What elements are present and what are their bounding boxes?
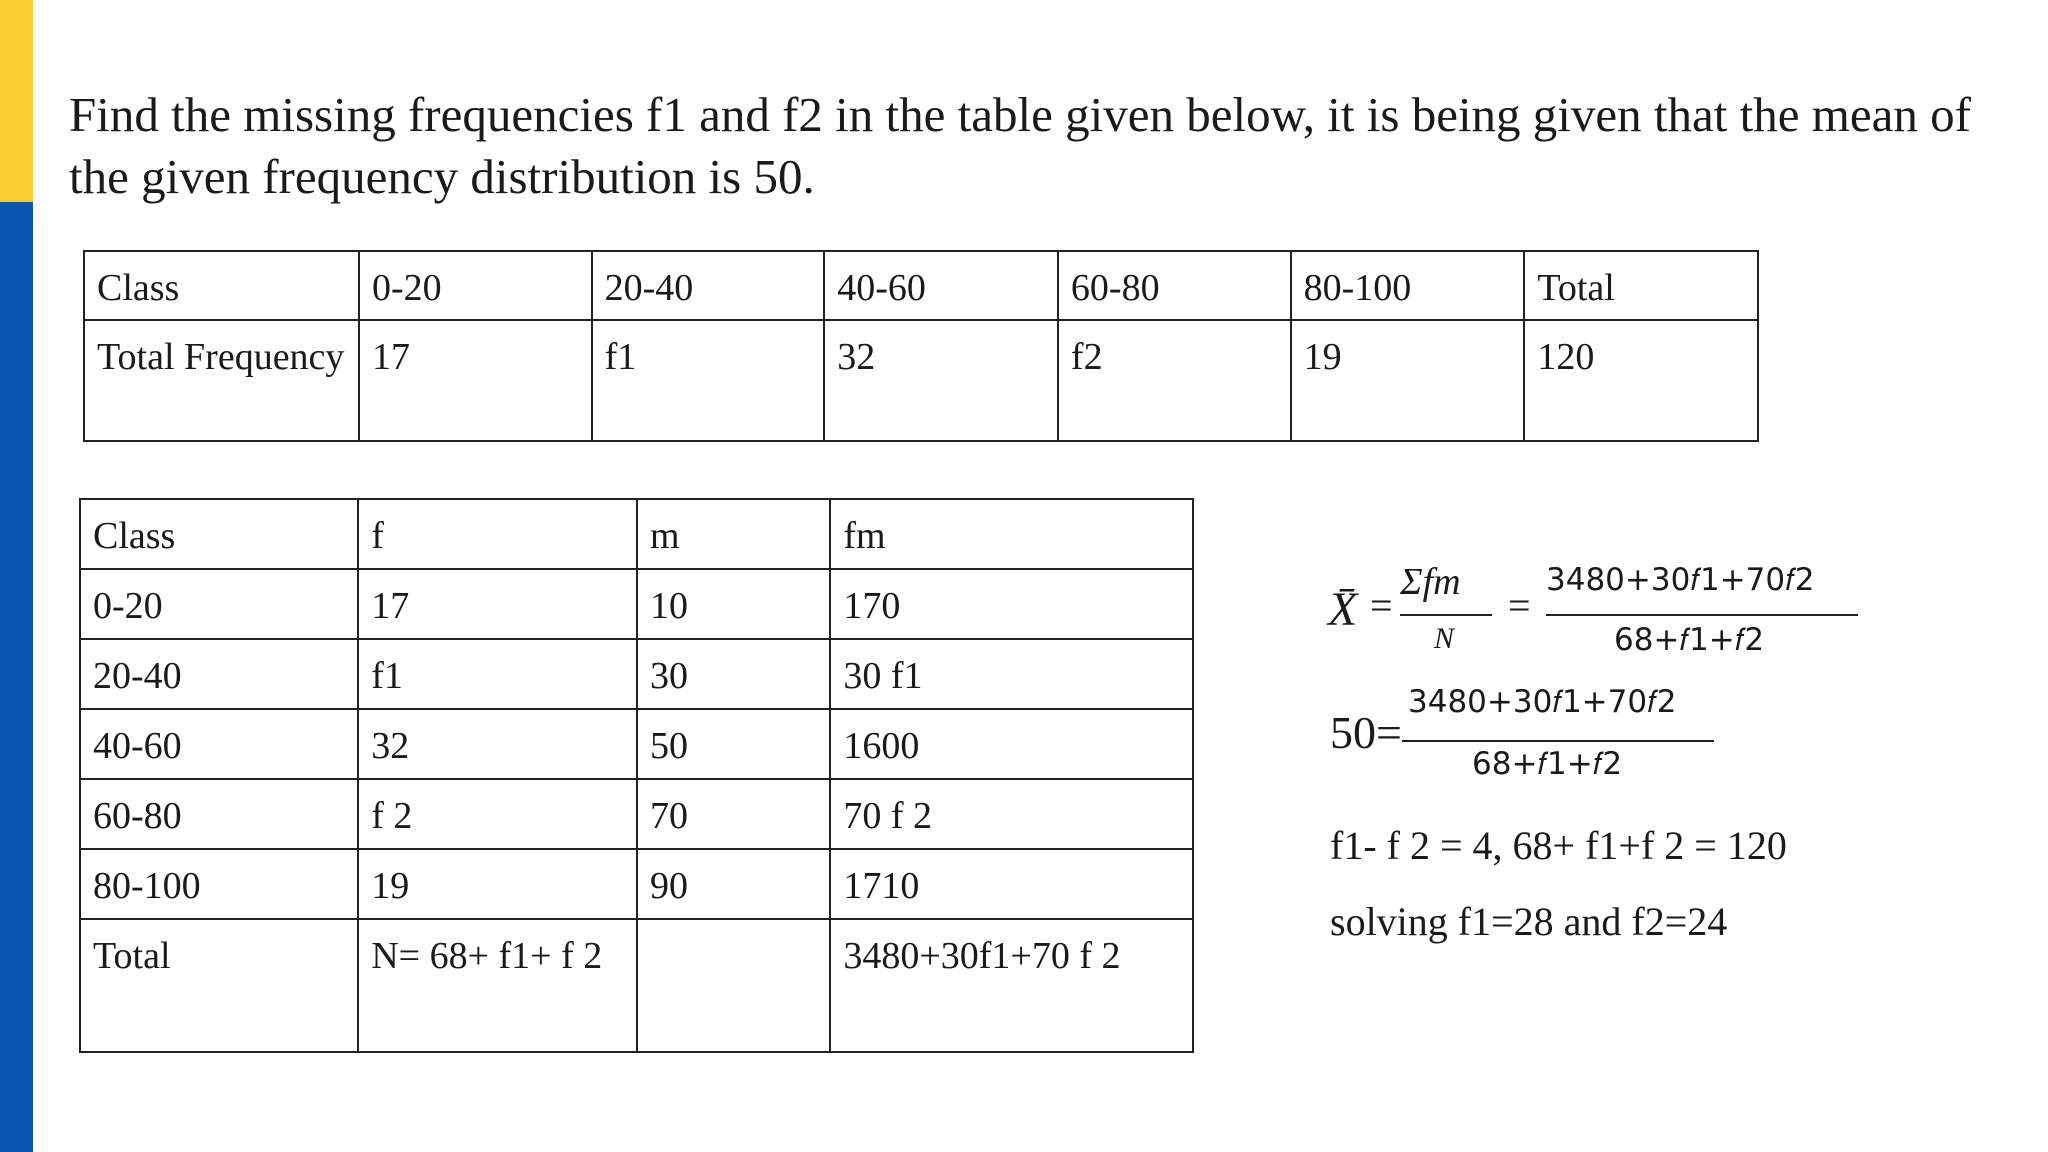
table-cell: 17 [358, 569, 637, 639]
table-row [80, 569, 1193, 639]
frequency-table [83, 250, 1759, 442]
denominator: 68+𝑓1+𝑓2 [1472, 746, 1623, 782]
table-cell: Class [84, 251, 359, 320]
table-cell: Total [80, 919, 358, 1052]
equals-sign: = [1370, 583, 1393, 628]
table-cell: 19 [358, 849, 637, 919]
table-header-cell: fm [830, 499, 1193, 569]
mean-value: 50= [1330, 707, 1402, 758]
numerator: 3480+30𝑓1+70𝑓2 [1546, 562, 1815, 598]
denominator-n: N [1434, 622, 1455, 655]
fraction-bar [1400, 614, 1492, 616]
table-row [80, 779, 1193, 849]
numerator: 3480+30𝑓1+70𝑓2 [1408, 684, 1677, 720]
table-cell: f1 [358, 639, 637, 709]
table-cell: Total Frequency [84, 320, 359, 441]
table-cell: 32 [358, 709, 637, 779]
table-cell: 19 [1291, 320, 1525, 441]
table-cell: 40-60 [80, 709, 358, 779]
table-cell: 20-40 [80, 639, 358, 709]
x-bar-symbol: X̄ [1328, 583, 1358, 636]
table-cell: 10 [637, 569, 830, 639]
equations-line: f1- f 2 = 4, 68+ f1+f 2 = 120 [1330, 823, 1787, 868]
table-cell: 20-40 [592, 251, 825, 320]
table-cell: 70 f 2 [830, 779, 1193, 849]
table-cell: 30 f1 [830, 639, 1193, 709]
solution-line: solving f1=28 and f2=24 [1330, 899, 1728, 944]
table-cell: 3480+30f1+70 f 2 [830, 919, 1193, 1052]
solution-formulas [1328, 560, 1888, 980]
sum-fm: Σfm [1400, 561, 1461, 603]
table-row [84, 320, 1758, 441]
denominator: 68+𝑓1+𝑓2 [1614, 622, 1765, 658]
table-row [84, 251, 1758, 320]
table-row [80, 639, 1193, 709]
table-cell: 30 [637, 639, 830, 709]
table-header-cell: f [358, 499, 637, 569]
table-cell: f1 [592, 320, 825, 441]
table-cell: 60-80 [1058, 251, 1291, 320]
calculation-table [79, 498, 1194, 1053]
table-row [80, 709, 1193, 779]
table-cell: 70 [637, 779, 830, 849]
table-cell: Total [1524, 251, 1758, 320]
accent-bar-blue [0, 202, 33, 1152]
question-text: Find the missing frequencies f1 and f2 in the table given below, it is being given that the mean of the given frequency distribution is 50. [69, 87, 1971, 204]
table-cell: 1600 [830, 709, 1193, 779]
table-header-cell: Class [80, 499, 358, 569]
table-cell: 40-60 [824, 251, 1058, 320]
table-cell: 1710 [830, 849, 1193, 919]
table-cell: 60-80 [80, 779, 358, 849]
table-header-row [80, 499, 1193, 569]
accent-bar-yellow [0, 0, 33, 202]
table-cell: 90 [637, 849, 830, 919]
table-cell: N= 68+ f1+ f 2 [358, 919, 637, 1052]
table-cell: 80-100 [80, 849, 358, 919]
table-row-total [80, 919, 1193, 1052]
table-cell: f2 [1058, 320, 1291, 441]
table-cell [637, 919, 830, 1052]
table-cell: f 2 [358, 779, 637, 849]
table-cell: 0-20 [359, 251, 592, 320]
table-cell: 80-100 [1291, 251, 1525, 320]
fraction-bar [1546, 614, 1858, 616]
table-cell: 0-20 [80, 569, 358, 639]
table-cell: 17 [359, 320, 592, 441]
equals-sign: = [1508, 583, 1531, 628]
table-cell: 32 [824, 320, 1058, 441]
table-header-cell: m [637, 499, 830, 569]
table-row [80, 849, 1193, 919]
table-cell: 50 [637, 709, 830, 779]
fraction-bar [1402, 740, 1714, 742]
table-cell: 170 [830, 569, 1193, 639]
table-cell: 120 [1524, 320, 1758, 441]
